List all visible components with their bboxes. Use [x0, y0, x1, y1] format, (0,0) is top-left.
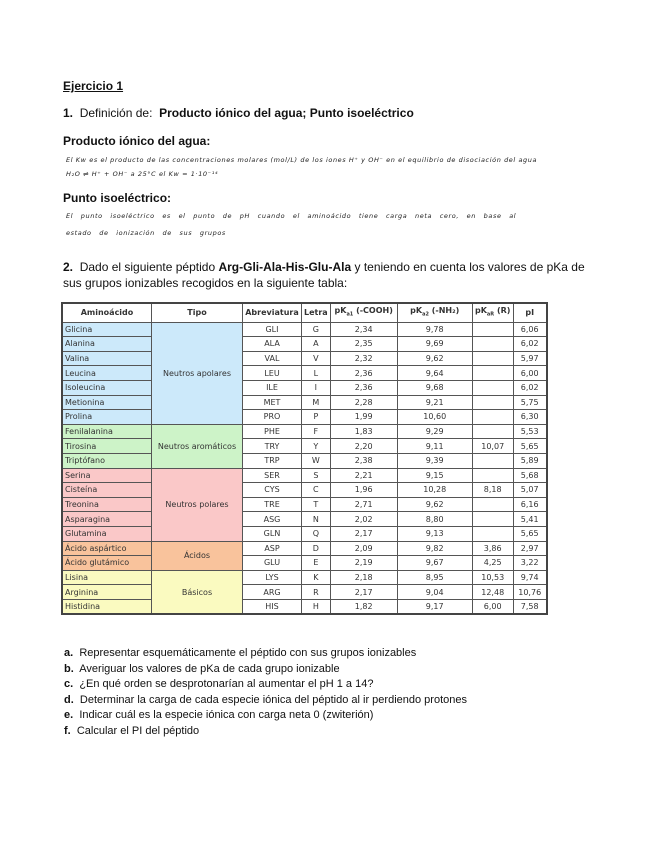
- pka2-value: 9,21: [397, 395, 472, 410]
- pkar-value: 10,07: [472, 439, 513, 454]
- table-header-row: [62, 303, 547, 322]
- pi-value: 9,74: [513, 570, 547, 585]
- aminoacid-name: Glutamina: [62, 526, 152, 541]
- table-row: [62, 380, 547, 395]
- pka2-value: 9,04: [397, 585, 472, 600]
- amino-acid-table: [61, 302, 548, 615]
- pkar-value: 3,86: [472, 541, 513, 556]
- pka1-value: 1,96: [330, 483, 397, 498]
- table-row: [62, 410, 547, 425]
- abbreviation: PHE: [243, 424, 302, 439]
- aminoacid-name: Isoleucina: [62, 380, 152, 395]
- aminoacid-name: Ácido glutámico: [62, 556, 152, 571]
- pka1-value: 2,17: [330, 585, 397, 600]
- abbreviation: TRP: [243, 453, 302, 468]
- pka1-value: 2,09: [330, 541, 397, 556]
- header-aminoacid: Aminoácido: [62, 303, 152, 322]
- question-number: 2.: [63, 260, 74, 274]
- abbreviation: CYS: [243, 483, 302, 498]
- pi-value: 10,76: [513, 585, 547, 600]
- letter: F: [302, 424, 331, 439]
- handwritten-answer-line: El Kw es el producto de las concentraciones molares (mol/L) de los iones H⁺ y OH⁻ en el equilibrio de disociación del agua: [66, 156, 538, 164]
- table-row: [62, 497, 547, 512]
- section-heading-ionic-product: Producto iónico del agua:: [63, 134, 211, 148]
- pka2-value: 9,13: [397, 526, 472, 541]
- task-item: b. Averiguar los valores de pKa de cada grupo ionizable: [64, 662, 340, 675]
- handwritten-answer-line: El punto isoeléctrico es el punto de pH cuando el aminoácido tiene carga neta cero, en base al: [66, 212, 517, 220]
- aminoacid-name: Alanina: [62, 337, 152, 352]
- letter: W: [302, 453, 331, 468]
- pi-value: 5,65: [513, 439, 547, 454]
- pi-value: 2,97: [513, 541, 547, 556]
- pkar-value: 12,48: [472, 585, 513, 600]
- aminoacid-name: Lisina: [62, 570, 152, 585]
- abbreviation: ASG: [243, 512, 302, 527]
- table-row: [62, 351, 547, 366]
- pka2-value: 9,62: [397, 351, 472, 366]
- table-row: [62, 424, 547, 439]
- letter: D: [302, 541, 331, 556]
- pka1-value: 2,36: [330, 366, 397, 381]
- aminoacid-name: Glicina: [62, 322, 152, 337]
- pka1-value: 1,83: [330, 424, 397, 439]
- letter: A: [302, 337, 331, 352]
- table-row: [62, 483, 547, 498]
- aminoacid-name: Treonina: [62, 497, 152, 512]
- amino-type-group: Ácidos: [152, 541, 243, 570]
- table-row: [62, 366, 547, 381]
- pka2-value: 9,62: [397, 497, 472, 512]
- pka2-value: 9,29: [397, 424, 472, 439]
- abbreviation: MET: [243, 395, 302, 410]
- pi-value: 6,00: [513, 366, 547, 381]
- pka2-value: 9,15: [397, 468, 472, 483]
- task-item: e. Indicar cuál es la especie iónica con carga neta 0 (zwiterión): [64, 709, 374, 721]
- exercise-title: Ejercicio 1: [63, 79, 124, 93]
- letter: I: [302, 380, 331, 395]
- abbreviation: ALA: [243, 337, 302, 352]
- abbreviation: GLN: [243, 526, 302, 541]
- letter: Q: [302, 526, 331, 541]
- pi-value: 6,06: [513, 322, 547, 337]
- amino-type-group: Neutros apolares: [152, 322, 243, 424]
- pka2-value: 8,80: [397, 512, 472, 527]
- pka2-value: 9,64: [397, 366, 472, 381]
- table-row: [62, 322, 547, 337]
- abbreviation: PRO: [243, 410, 302, 425]
- letter: V: [302, 351, 331, 366]
- pkar-value: [472, 526, 513, 541]
- pkar-value: [472, 322, 513, 337]
- abbreviation: SER: [243, 468, 302, 483]
- task-list: [64, 646, 467, 739]
- pka2-value: 9,68: [397, 380, 472, 395]
- letter: Y: [302, 439, 331, 454]
- abbreviation: ARG: [243, 585, 302, 600]
- abbreviation: GLI: [243, 322, 302, 337]
- handwritten-answer-line: estado de ionización de sus grupos: [66, 229, 226, 237]
- aminoacid-name: Serina: [62, 468, 152, 483]
- letter: S: [302, 468, 331, 483]
- pi-value: 5,97: [513, 351, 547, 366]
- task-item: f. Calcular el PI del péptido: [64, 724, 200, 737]
- aminoacid-name: Fenilalanina: [62, 424, 152, 439]
- pkar-value: [472, 468, 513, 483]
- table-row: [62, 512, 547, 527]
- header-pka1: $pK_{a1}$ (-COOH): [330, 303, 397, 322]
- pka2-value: 9,17: [397, 599, 472, 614]
- task-item: c. ¿En qué orden se desprotonarían al aumentar el pH 1 a 14?: [64, 678, 374, 690]
- header-abreviatura: Abreviatura: [243, 303, 302, 322]
- handwritten-answer-line: H₂O ⇌ H⁺ + OH⁻ a 25°C el Kw = 1·10⁻¹⁴: [66, 170, 219, 178]
- pkar-value: [472, 395, 513, 410]
- table-row: [62, 453, 547, 468]
- table-row: [62, 468, 547, 483]
- pkar-value: [472, 424, 513, 439]
- question-1: [63, 106, 414, 120]
- pi-value: 6,02: [513, 380, 547, 395]
- aminoacid-name: Ácido aspártico: [62, 541, 152, 556]
- question-number: 1.: [63, 106, 74, 120]
- table-row: [62, 585, 547, 600]
- pi-value: 5,65: [513, 526, 547, 541]
- abbreviation: ILE: [243, 380, 302, 395]
- pi-value: 5,53: [513, 424, 547, 439]
- pka1-value: 2,19: [330, 556, 397, 571]
- pi-value: 5,75: [513, 395, 547, 410]
- table-row: [62, 395, 547, 410]
- aminoacid-name: Tirosina: [62, 439, 152, 454]
- abbreviation: ASP: [243, 541, 302, 556]
- pkar-value: [472, 410, 513, 425]
- question-text-line2: sus grupos ionizables recogidos en la siguiente tabla:: [63, 276, 348, 290]
- pka2-value: 9,78: [397, 322, 472, 337]
- pkar-value: [472, 453, 513, 468]
- table-row: [62, 526, 547, 541]
- pka1-value: 2,20: [330, 439, 397, 454]
- abbreviation: HIS: [243, 599, 302, 614]
- table-row: [62, 599, 547, 614]
- pi-value: 5,68: [513, 468, 547, 483]
- header-letra: Letra: [302, 303, 331, 322]
- pkar-value: [472, 366, 513, 381]
- table-row: [62, 570, 547, 585]
- letter: C: [302, 483, 331, 498]
- pkar-value: [472, 380, 513, 395]
- aminoacid-name: Valina: [62, 351, 152, 366]
- pka2-value: 10,28: [397, 483, 472, 498]
- amino-type-group: Neutros polares: [152, 468, 243, 541]
- pka1-value: 2,02: [330, 512, 397, 527]
- pka1-value: 2,34: [330, 322, 397, 337]
- table-row: [62, 541, 547, 556]
- pka2-value: 8,95: [397, 570, 472, 585]
- header-pka2: $pK_{a2}$ (-NH₂): [397, 303, 472, 322]
- pkar-value: 4,25: [472, 556, 513, 571]
- peptide-sequence: Arg-Gli-Ala-His-Glu-Ala: [218, 260, 352, 274]
- task-item: d. Determinar la carga de cada especie iónica del péptido al ir perdiendo protones: [64, 693, 467, 706]
- pka2-value: 9,39: [397, 453, 472, 468]
- aminoacid-name: Metionina: [62, 395, 152, 410]
- abbreviation: TRE: [243, 497, 302, 512]
- pkar-value: [472, 351, 513, 366]
- pi-value: 5,07: [513, 483, 547, 498]
- question-intro: Definición de:: [79, 106, 153, 120]
- pkar-value: 10,53: [472, 570, 513, 585]
- header-tipo: Tipo: [152, 303, 243, 322]
- letter: N: [302, 512, 331, 527]
- pi-value: 7,58: [513, 599, 547, 614]
- letter: R: [302, 585, 331, 600]
- letter: E: [302, 556, 331, 571]
- pka1-value: 2,32: [330, 351, 397, 366]
- aminoacid-name: Cisteína: [62, 483, 152, 498]
- letter: P: [302, 410, 331, 425]
- aminoacid-name: Histidina: [62, 599, 152, 614]
- pka2-value: 9,69: [397, 337, 472, 352]
- pka1-value: 2,38: [330, 453, 397, 468]
- aminoacid-name: Leucina: [62, 366, 152, 381]
- letter: L: [302, 366, 331, 381]
- letter: G: [302, 322, 331, 337]
- aminoacid-name: Triptófano: [62, 453, 152, 468]
- question-text: y teniendo en cuenta los valores de pKa de: [354, 260, 585, 274]
- pkar-value: 6,00: [472, 599, 513, 614]
- pka2-value: 9,82: [397, 541, 472, 556]
- pi-value: 6,16: [513, 497, 547, 512]
- amino-type-group: Neutros aromáticos: [152, 424, 243, 468]
- pka1-value: 2,21: [330, 468, 397, 483]
- header-pi: pI: [513, 303, 547, 322]
- pi-value: 5,41: [513, 512, 547, 527]
- pkar-value: [472, 337, 513, 352]
- letter: T: [302, 497, 331, 512]
- header-pkar: $pK_{aR}$ (R): [472, 303, 513, 322]
- pka1-value: 2,71: [330, 497, 397, 512]
- abbreviation: TRY: [243, 439, 302, 454]
- table-row: [62, 337, 547, 352]
- pka1-value: 1,82: [330, 599, 397, 614]
- aminoacid-name: Asparagina: [62, 512, 152, 527]
- table-row: [62, 439, 547, 454]
- pi-value: 5,89: [513, 453, 547, 468]
- pka2-value: 9,67: [397, 556, 472, 571]
- abbreviation: LYS: [243, 570, 302, 585]
- pi-value: 6,30: [513, 410, 547, 425]
- pkar-value: [472, 497, 513, 512]
- task-item: a. Representar esquemáticamente el péptido con sus grupos ionizables: [64, 647, 417, 659]
- letter: H: [302, 599, 331, 614]
- pka1-value: 2,18: [330, 570, 397, 585]
- pka1-value: 1,99: [330, 410, 397, 425]
- aminoacid-name: Arginina: [62, 585, 152, 600]
- table-row: [62, 556, 547, 571]
- pka2-value: 9,11: [397, 439, 472, 454]
- letter: M: [302, 395, 331, 410]
- pka1-value: 2,28: [330, 395, 397, 410]
- pkar-value: 8,18: [472, 483, 513, 498]
- pka2-value: 10,60: [397, 410, 472, 425]
- pi-value: 6,02: [513, 337, 547, 352]
- abbreviation: LEU: [243, 366, 302, 381]
- pka1-value: 2,36: [330, 380, 397, 395]
- abbreviation: GLU: [243, 556, 302, 571]
- question-text: Dado el siguiente péptido: [79, 260, 216, 274]
- pkar-value: [472, 512, 513, 527]
- question-topics: Producto iónico del agua; Punto isoeléctrico: [159, 106, 414, 120]
- pi-value: 3,22: [513, 556, 547, 571]
- pka1-value: 2,17: [330, 526, 397, 541]
- letter: K: [302, 570, 331, 585]
- abbreviation: VAL: [243, 351, 302, 366]
- question-2: [63, 260, 585, 274]
- section-heading-isoelectric: Punto isoeléctrico:: [63, 191, 172, 205]
- aminoacid-name: Prolina: [62, 410, 152, 425]
- pka1-value: 2,35: [330, 337, 397, 352]
- amino-type-group: Básicos: [152, 570, 243, 614]
